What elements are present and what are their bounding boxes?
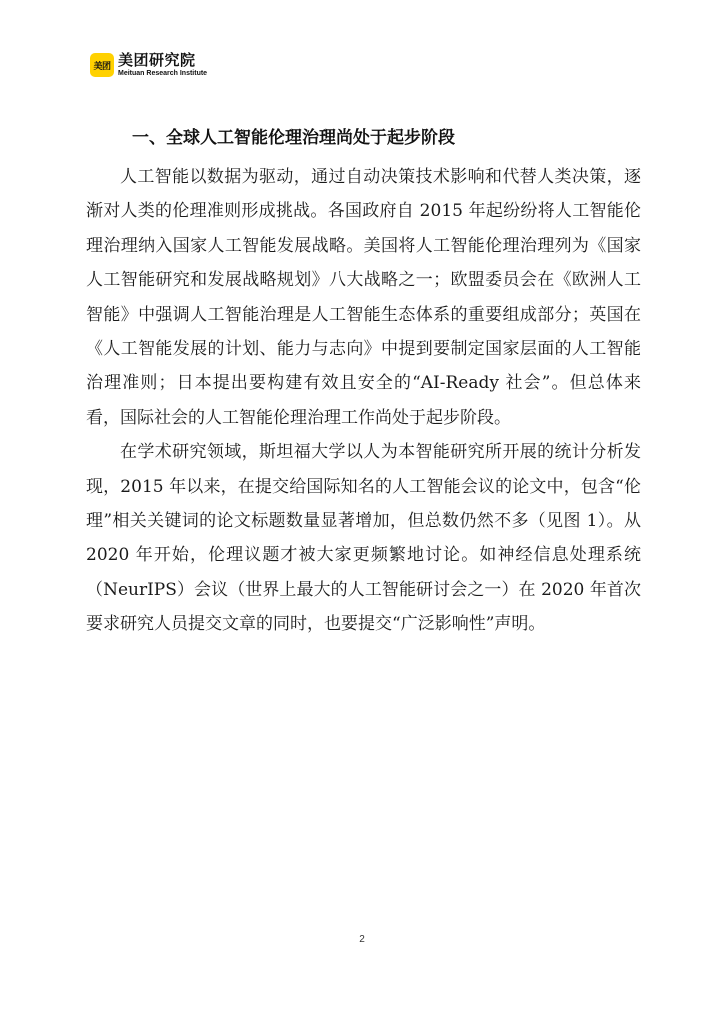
document-body (86, 126, 641, 642)
page-number: 2 (359, 934, 365, 945)
logo-title: 美团研究院 (118, 51, 196, 69)
logo-text-block (118, 53, 207, 77)
section-heading: 一、全球人工智能伦理治理尚处于起步阶段 (132, 128, 455, 148)
logo-subtitle: Meituan Research Institute (118, 70, 208, 77)
paragraph-1: 人工智能以数据为驱动，通过自动决策技术影响和代替人类决策，逐渐对人类的伦理准则形成挑战。各国政府自 2015 年起纷纷将人工智能伦理治理纳入国家人工智能发展战略。美国将人工智能伦理治理列为《国家人工智能研究和发展战略规划》八大战略之一；欧盟委员会在《欧洲人工智能》中强调人工智能治理是人工智能生态体系的重要组成部分；英国在《人工智能发展的计划、能力与志向》中提到要制定国家层面的人工智能治理准则；日本提出要构建有效且安全的“AI-Ready 社会”。但总体来看，国际社会的人工智能伦理治理工作尚处于起步阶段。 (86, 167, 641, 428)
meituan-logo-icon (90, 53, 114, 77)
paragraph-2: 在学术研究领域，斯坦福大学以人为本智能研究所开展的统计分析发现，2015 年以来，在提交给国际知名的人工智能会议的论文中，包含“伦理”相关关键词的论文标题数量显著增加，但总数仍然不多（见图 1）。从 2020 年开始，伦理议题才被大家更频繁地讨论。如神经信息处理系统（NeurIPS）会议（世界上最大的人工智能研讨会之一）在 2020 年首次要求研究人员提交文章的同时，也要提交“广泛影响性”声明。 (86, 442, 641, 635)
logo-mark-text: 美团 (93, 61, 111, 72)
page-header (90, 52, 207, 78)
